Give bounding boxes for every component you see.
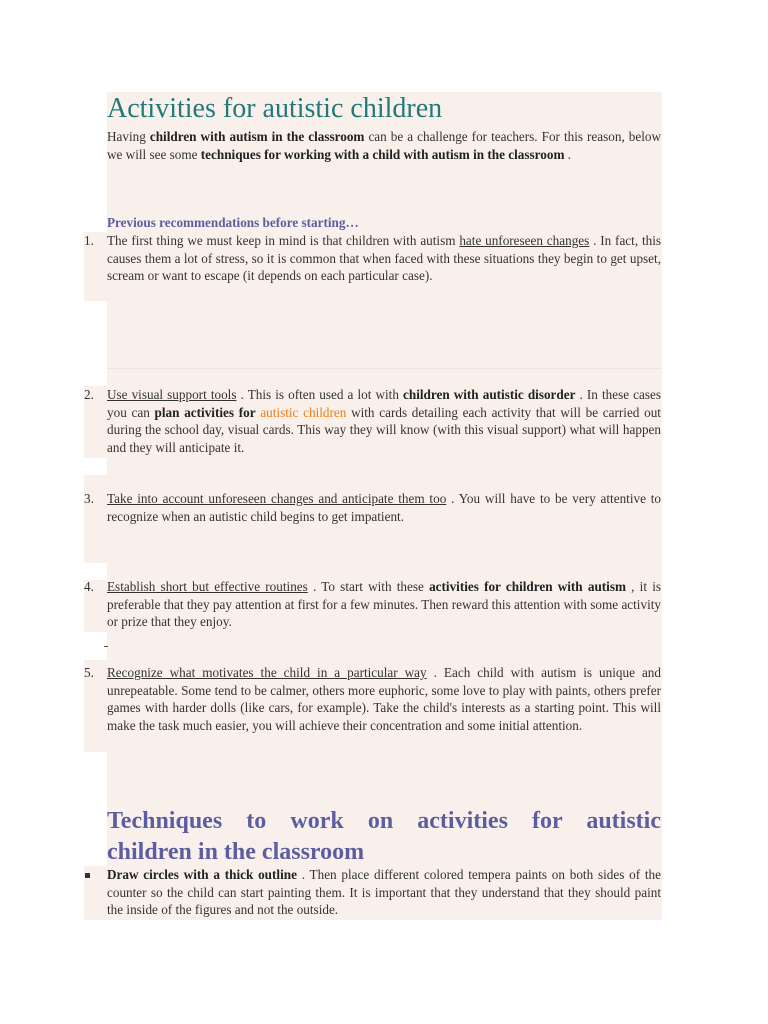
list-underlined: Establish short but effective routines bbox=[107, 579, 308, 594]
list-item bbox=[107, 386, 661, 457]
page-title: Activities for autistic children bbox=[107, 93, 443, 124]
list-text: . In fact, this causes them a lot of stress, so it is common that when faced with these situations they begin to get upset, scream or want to escape (it depends on each particular case). bbox=[107, 233, 661, 284]
list-text: . To start with these bbox=[307, 579, 430, 594]
divider bbox=[107, 368, 661, 369]
intro-bold: techniques for working with a child with autism in the classroom bbox=[200, 146, 565, 162]
list-text: . You will have to be very attentive to recognize when an autistic child begins to get impatient. bbox=[107, 491, 662, 524]
list-item bbox=[107, 664, 661, 735]
list-bold: activities for children with autism bbox=[429, 579, 626, 594]
list-text: with cards detailing each activity that will be carried out during the school day, visual cards. This way they will know (with this visual support) what will happen and they will anticipate it. bbox=[107, 404, 661, 456]
bullet-text: . Then place different colored tempera paints on both sides of the counter so the child can start painting them. It is important that they understand that they should paint the inside of the figures and not the outside. bbox=[107, 867, 661, 918]
list-number: 3. bbox=[84, 491, 94, 506]
list-text: The first thing we must keep in mind is that children with autism bbox=[107, 233, 460, 248]
list-number: 2. bbox=[84, 387, 94, 402]
list-item bbox=[107, 490, 661, 525]
intro-paragraph bbox=[107, 128, 661, 163]
section-heading-line2: children in the classroom bbox=[107, 839, 365, 865]
intro-text: Having bbox=[107, 129, 150, 144]
bullet-item bbox=[107, 866, 661, 919]
list-number: 1. bbox=[84, 233, 94, 248]
list-underlined: Take into account unforeseen changes and anticipate them too bbox=[107, 491, 447, 506]
section-heading-line1: Techniques to work on activities for autistic bbox=[107, 808, 661, 834]
list-text: , it is preferable that they pay attention at first for a few minutes. Then reward this attention with some activity or prize that they enjoy. bbox=[107, 579, 661, 630]
list-text: . In these cases you can bbox=[107, 387, 661, 420]
bullet-bold: Draw circles with a thick outline bbox=[107, 867, 297, 882]
list-bold: plan activities for bbox=[154, 404, 256, 420]
list-underlined: hate unforeseen changes bbox=[459, 233, 590, 248]
intro-text: can be a challenge for teachers. For this reason, below we will see some bbox=[107, 129, 662, 162]
autistic-children-link[interactable]: autistic children bbox=[260, 404, 347, 420]
intro-bold: children with autism in the classroom bbox=[149, 129, 365, 144]
list-underlined: Use visual support tools bbox=[107, 387, 237, 402]
list-number: 4. bbox=[84, 579, 94, 594]
intro-text: . bbox=[564, 146, 572, 162]
list-text: . Each child with autism is unique and unrepeatable. Some tend to be calmer, others more euphoric, some love to play with paints, others prefer games with harder dolls (like cars, for example). Take the child's interests as a starting point. This will make the task much easier, you will achieve their concentration and some initial attention. bbox=[107, 665, 661, 734]
list-text: . This is often used a lot with bbox=[236, 387, 403, 402]
list-number: 5. bbox=[84, 665, 94, 680]
list-item bbox=[107, 578, 661, 631]
stray-mark bbox=[104, 646, 108, 647]
recommendations-subheading: Previous recommendations before starting… bbox=[107, 215, 359, 230]
list-item bbox=[107, 232, 661, 285]
number-gutter-background bbox=[84, 475, 107, 563]
list-bold: children with autistic disorder bbox=[403, 387, 576, 402]
square-bullet-icon bbox=[85, 873, 90, 878]
list-underlined: Recognize what motivates the child in a particular way bbox=[107, 665, 427, 680]
